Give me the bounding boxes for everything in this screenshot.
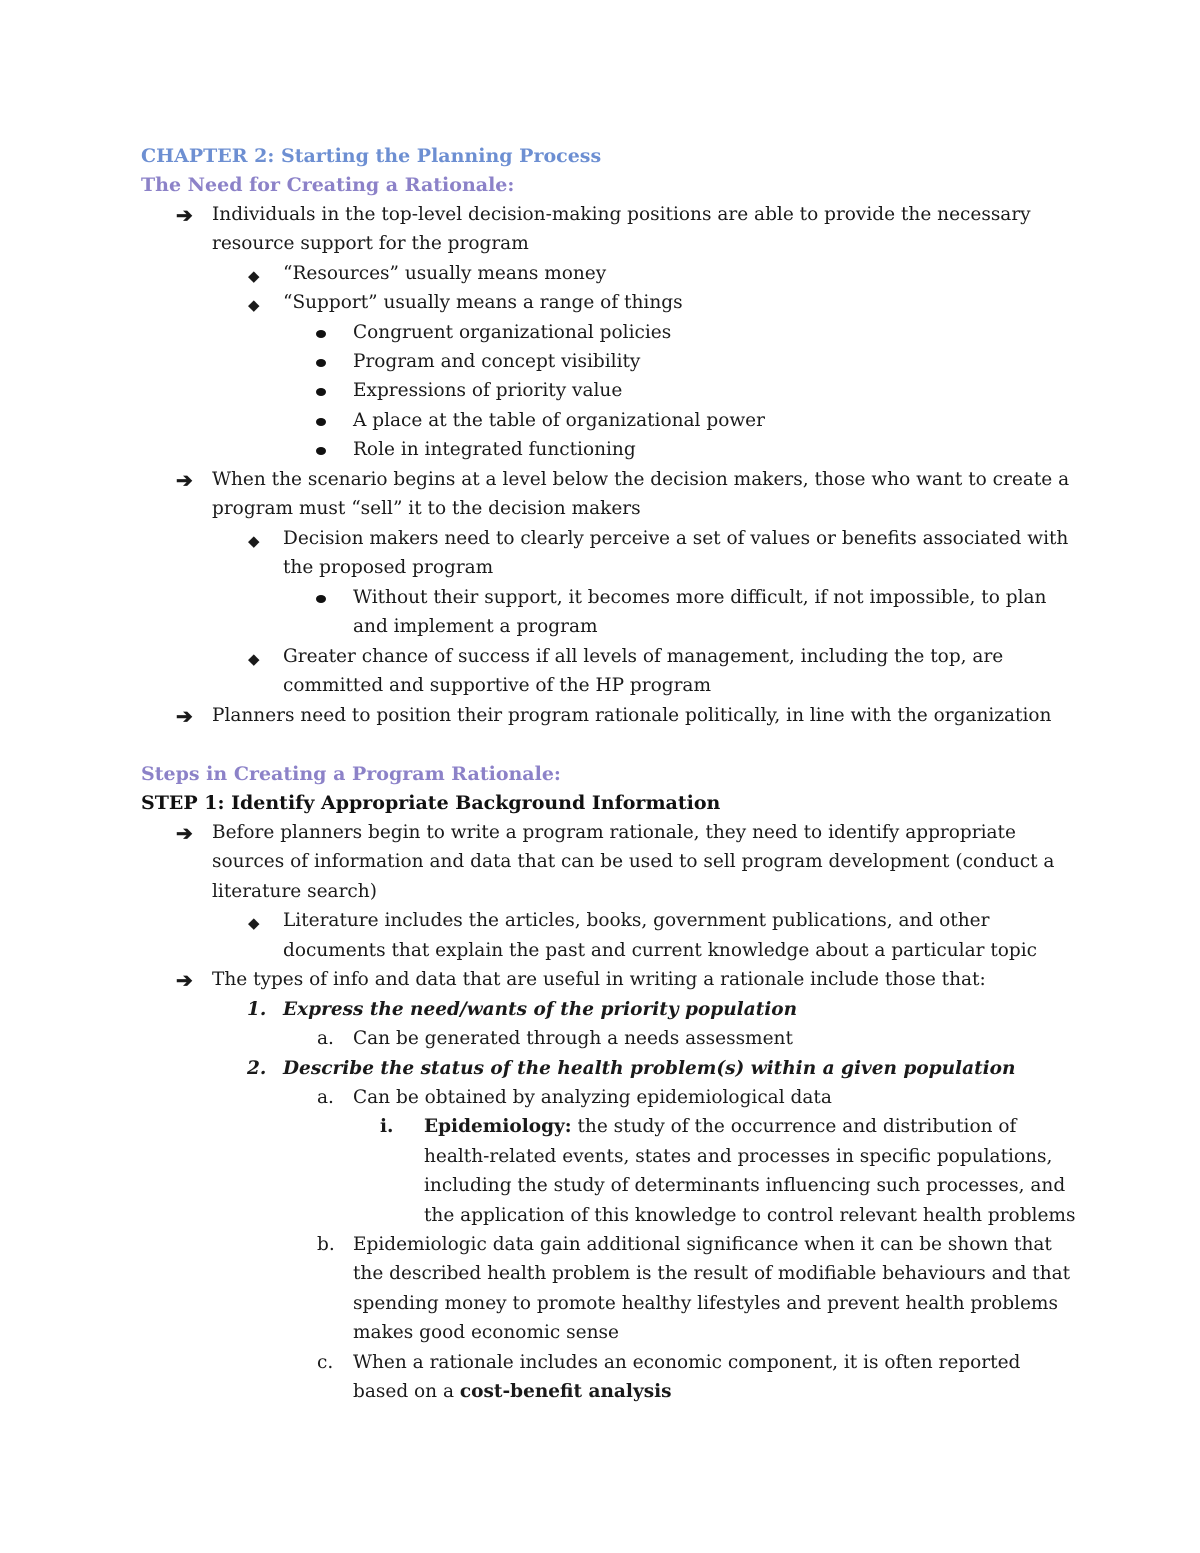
diamond-bullet-icon: ◆ — [248, 532, 260, 550]
section-heading-need: The Need for Creating a Rationale: — [141, 174, 515, 196]
bullet-dot-icon — [316, 418, 326, 426]
list-item-continuation: literature search) — [212, 881, 377, 902]
list-item-continuation: based on a cost-benefit analysis — [353, 1381, 672, 1402]
chapter-title: CHAPTER 2: Starting the Planning Process — [141, 145, 602, 167]
diamond-bullet-icon: ◆ — [248, 296, 260, 314]
bullet-dot-icon — [316, 359, 326, 367]
list-item-continuation: program must “sell” it to the decision makers — [212, 498, 641, 519]
bullet-dot-icon — [316, 388, 326, 396]
list-item-continuation: including the study of determinants influencing such processes, and — [424, 1175, 1066, 1196]
arrow-icon: ➔ — [176, 968, 193, 992]
list-item-continuation: health-related events, states and processes in specific populations, — [424, 1146, 1053, 1167]
epidemiology-term: Epidemiology: — [424, 1116, 572, 1137]
list-item-continuation: resource support for the program — [212, 233, 529, 254]
list-item-continuation: makes good economic sense — [353, 1322, 619, 1343]
step1-heading: STEP 1: Identify Appropriate Background Information — [141, 792, 721, 814]
list-item-continuation: committed and supportive of the HP program — [283, 675, 712, 696]
arrow-icon: ➔ — [176, 821, 193, 845]
document-page: CHAPTER 2: Starting the Planning Process The Need for Creating a Rationale: ➔ Individuals in the top-level decision-making positions are able to provide the necessary resource support for the program ◆ “Resources” usually means money ◆ “Support” usually means a range of things Congruent organizational policies Program and concept visibility Expressions of priority value A place at the table of organizational power Role in integrated functioning ➔ When the scenario begins at a level below the decision makers, those who want to create a program must “sell” it to the decision makers ◆ Decision makers need to clearly perceive a set of values or benefits associated with the proposed program Without their support, it becomes more difficult, if not impossible, to plan and implement a program ◆ Greater chance of success if all levels of management, including the top, are committed and supportive of the HP program ➔ Planners need to position their program rationale politically, in line with the organization Steps in Creating a Program Rationale: STEP 1: Identify Appropriate Background Information ➔ Before planners begin to write a program rationale, they need to identify appropriate sources of information and data that can be used to sell program development (conduct a literature search) ◆ Literature includes the articles, books, government publications, and other documents that explain the past and current knowledge about a particular topic ➔ The types of info and data that are useful in writing a rationale include those that: 1. Express the need/wants of the priority population a. Can be generated through a needs assessment 2. Describe the status of the health problem(s) within a given population a. Can be obtained by analyzing epidemiological data i. Epidemiology: the study of the occurrence and distribution of health-related events, states and processes in specific populations, including the study of determinants influencing such processes, and the application of this knowledge to control relevant health problems b. Epidemiologic data gain additional significance when it can be shown that the described health problem is the result of modifiable behaviours and that spending money to promote healthy lifestyles and prevent health problems makes good economic sense c. When a rationale includes an economic component, it is often reported based on a cost-benefit analysis — [141, 145, 1076, 1402]
list-item-continuation: the described health problem is the result of modifiable behaviours and that — [353, 1263, 1071, 1284]
cost-benefit-term: cost-benefit analysis — [459, 1381, 672, 1402]
list-item-continuation: spending money to promote healthy lifestyles and prevent health problems — [353, 1293, 1058, 1314]
list-item-continuation: documents that explain the past and current knowledge about a particular topic — [283, 940, 1038, 961]
list-item-continuation: sources of information and data that can be used to sell program development (conduct a — [212, 851, 1055, 872]
diamond-bullet-icon: ◆ — [248, 650, 260, 668]
diamond-bullet-icon: ◆ — [248, 914, 260, 932]
list-item-continuation: the application of this knowledge to control relevant health problems — [424, 1205, 1076, 1226]
diamond-bullet-icon: ◆ — [248, 267, 260, 285]
bullet-dot-icon — [316, 595, 326, 603]
list-item-continuation: and implement a program — [353, 616, 598, 637]
arrow-icon: ➔ — [176, 704, 193, 728]
arrow-icon: ➔ — [176, 468, 193, 492]
section-heading-steps: Steps in Creating a Program Rationale: — [141, 763, 561, 785]
bullet-dot-icon — [316, 330, 326, 338]
list-item-continuation: the proposed program — [283, 557, 494, 578]
arrow-icon: ➔ — [176, 203, 193, 227]
bullet-dot-icon — [316, 447, 326, 455]
